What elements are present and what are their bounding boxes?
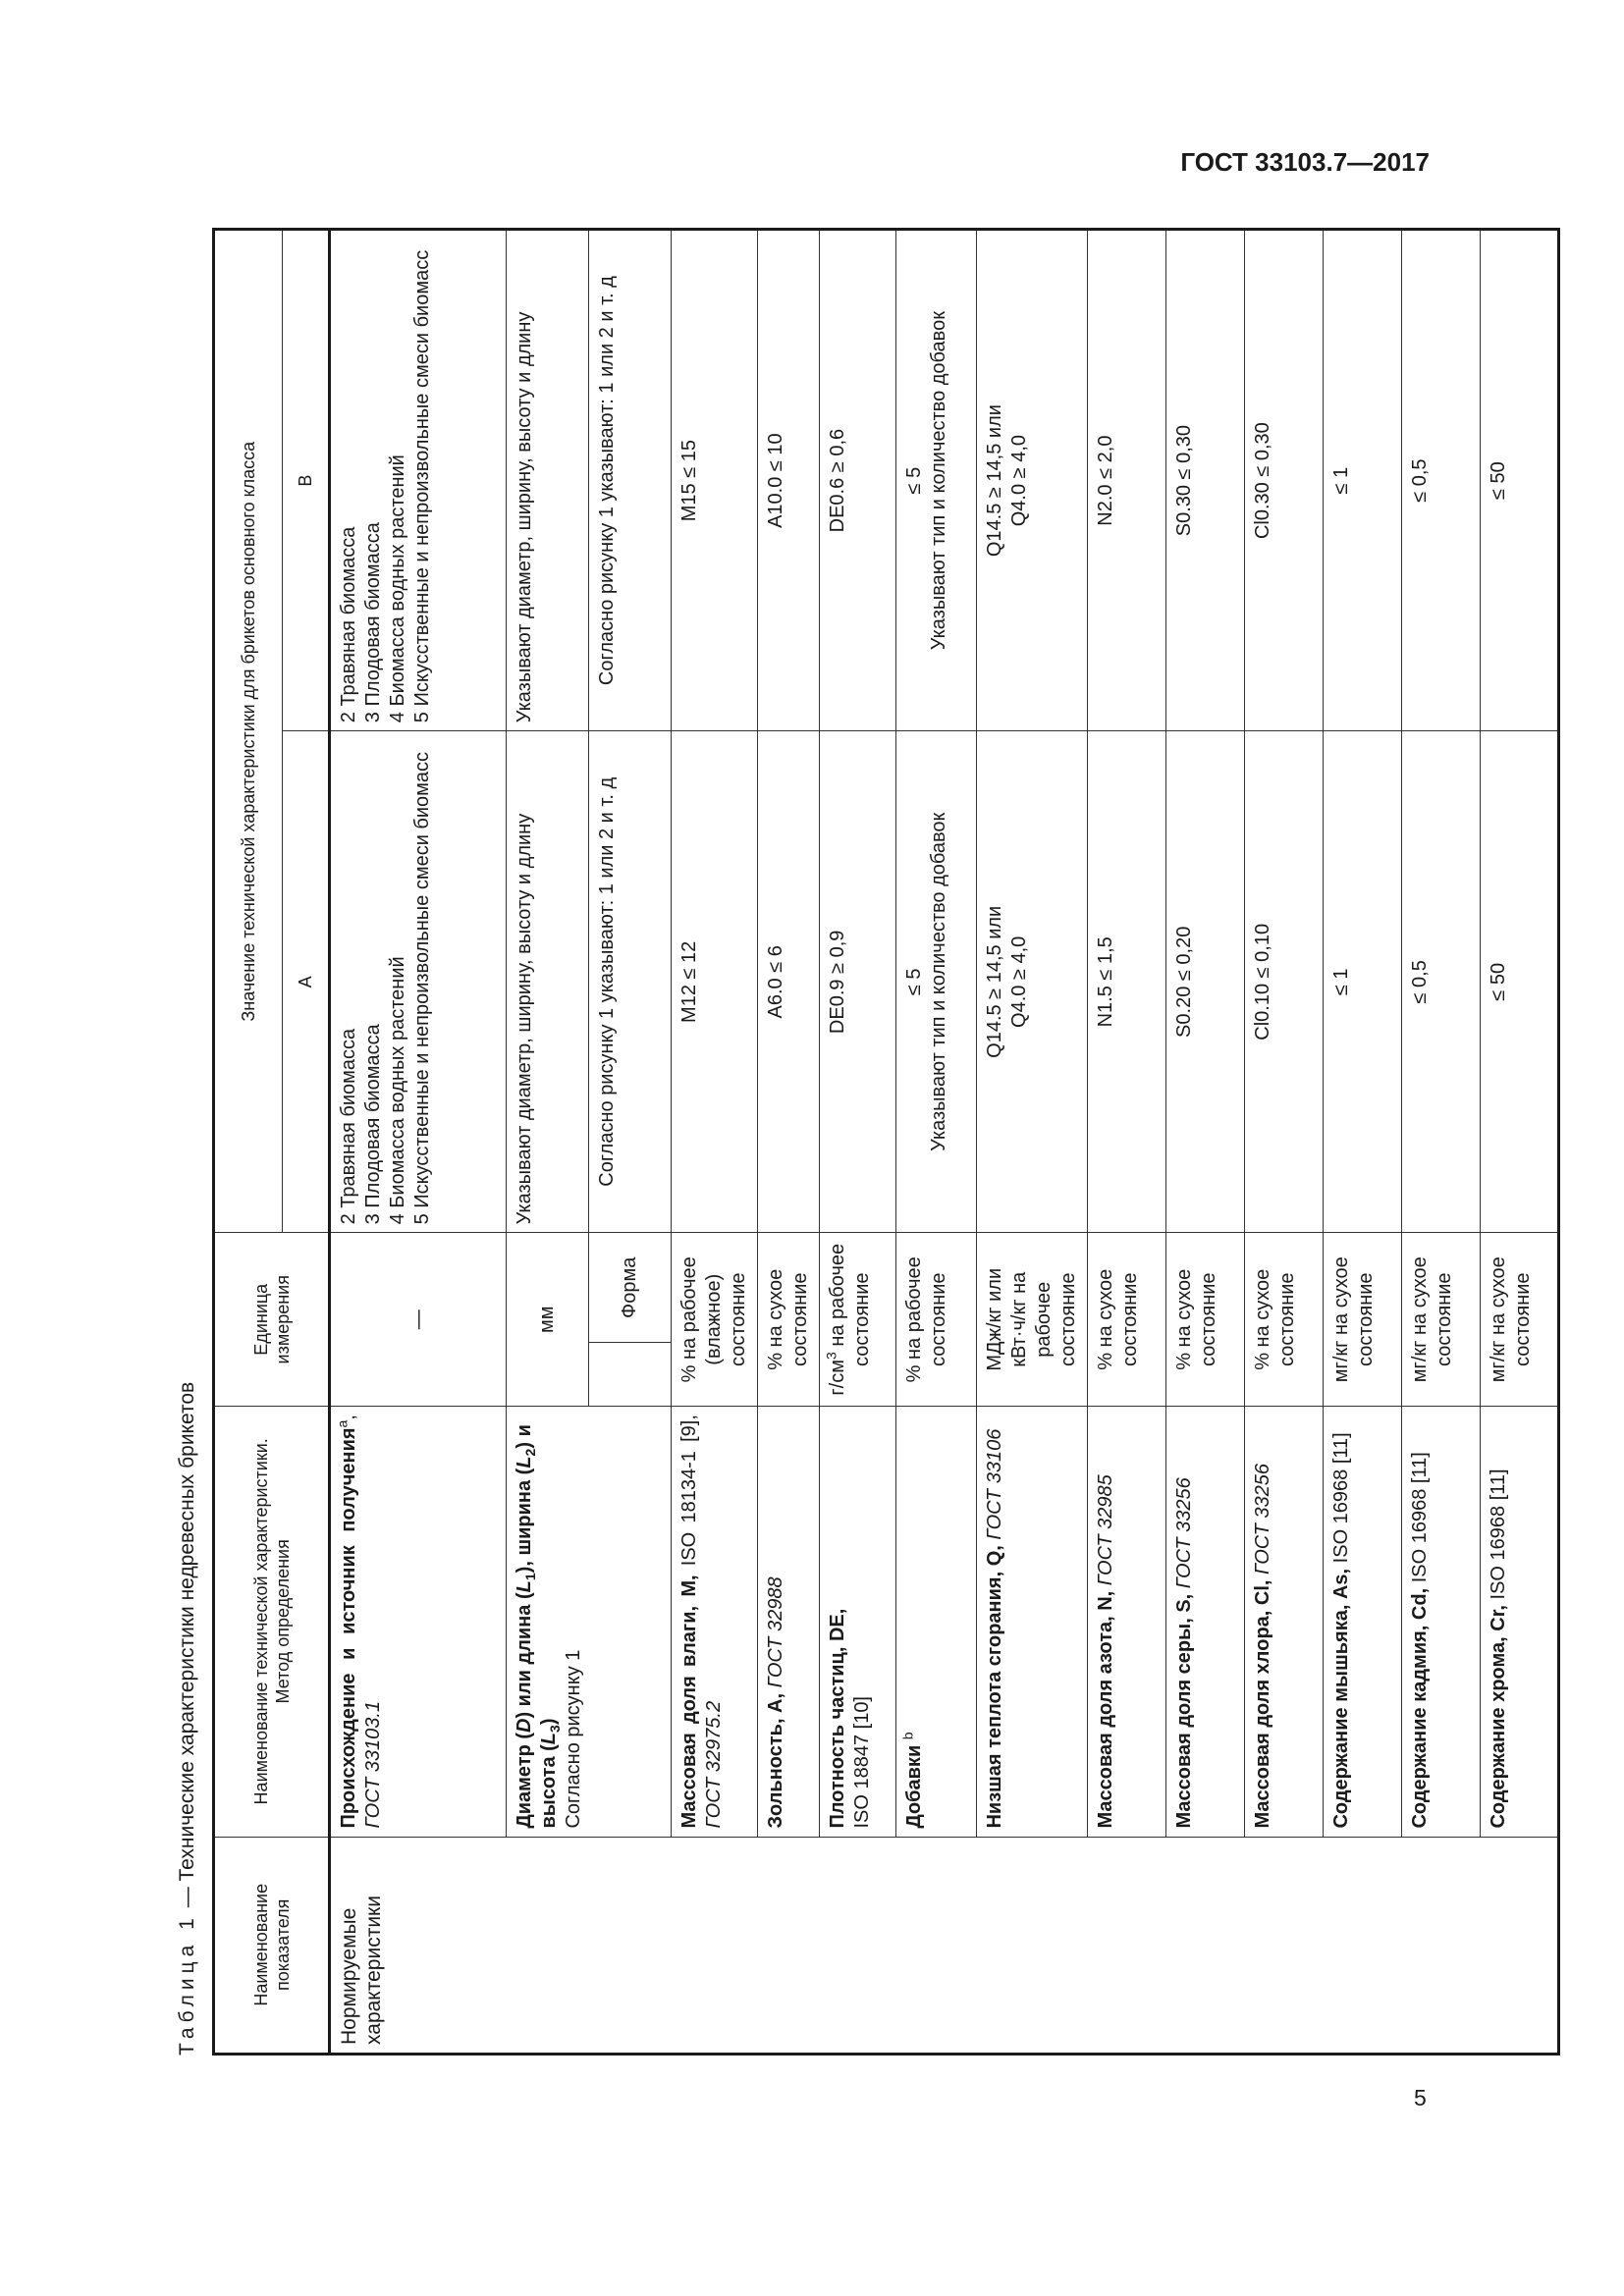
nitrogen-class-b: N2.0 ≤ 2,0 [1088, 230, 1166, 731]
moisture-unit: % на рабочее (влажное) состояние [672, 1233, 758, 1407]
calorific-class-a: Q14.5 ≥ 14,5 или Q4.0 ≥ 4,0 [977, 731, 1088, 1233]
density-class-a: DE0.9 ≥ 0,9 [820, 731, 896, 1233]
table-caption [163, 228, 212, 2056]
sulfur-name: Массовая доля серы, S, ГОСТ 33256 [1166, 1407, 1245, 1837]
group-label: Нормируемые характеристики [330, 1837, 1559, 2054]
arsenic-name: Содержание мышьяка, As, ISO 16968 [11] [1324, 1407, 1402, 1837]
chromium-unit: мг/кг на сухое состояние [1481, 1233, 1559, 1407]
chlorine-class-b: Cl0.30 ≤ 0,30 [1245, 230, 1324, 731]
shape-class-a: Согласно рисунку 1 указывают: 1 или 2 и т. д [589, 731, 672, 1233]
ash-class-a: A6.0 ≤ 6 [758, 731, 820, 1233]
origin-class-b: 2 Травяная биомасса 3 Плодовая биомасса 4 Биомасса водных растений 5 Искусственные и непроизвольные смеси биомасс [330, 230, 507, 731]
cadmium-class-b: ≤ 0,5 [1402, 230, 1481, 731]
ash-name: Зольность, А, ГОСТ 32988 [758, 1407, 820, 1837]
moisture-class-b: M15 ≤ 15 [672, 230, 758, 731]
calorific-unit: МДж/кг или кВт·ч/кг на рабочее состояние [977, 1233, 1088, 1407]
table-row [1245, 230, 1324, 2055]
origin-unit: — [330, 1233, 507, 1407]
caption-label: Таблица 1 [176, 1913, 198, 2056]
chlorine-class-a: Cl0.10 ≤ 0,10 [1245, 731, 1324, 1233]
additives-unit: % на рабочее состояние [896, 1233, 977, 1407]
chromium-class-a: ≤ 50 [1481, 731, 1559, 1233]
shape-unit: Форма [589, 1233, 672, 1343]
arsenic-class-a: ≤ 1 [1324, 731, 1402, 1233]
table-row [820, 230, 896, 2055]
moisture-name: Массовая доля влаги, М, ISO 18134-1 [9], ГОСТ 32975.2 [672, 1407, 758, 1837]
table-row [1402, 230, 1481, 2055]
chromium-name: Содержание хрома, Cr, ISO 16968 [11] [1481, 1407, 1559, 1837]
table-row [1166, 230, 1245, 2055]
dimensions-name: Диаметр (D) или длина $(L_1)$, ширина $(L_2)$ и высота $(L_3)$ Согласно рисунку 1 [507, 1407, 672, 1837]
cadmium-class-a: ≤ 0,5 [1402, 731, 1481, 1233]
caption-text: — Технические характеристики недревесных брикетов [176, 1381, 198, 1914]
document-id: ГОСТ 33103.7—2017 [1180, 147, 1430, 177]
shape-class-b: Согласно рисунку 1 указывают: 1 или 2 и т. д [589, 230, 672, 731]
additives-class-b: ≤ 5 Указывают тип и количество добавок [896, 230, 977, 731]
col-class-b-header: В [283, 230, 330, 731]
rotated-table-area [163, 228, 1534, 2056]
nitrogen-name: Массовая доля азота, N, ГОСТ 32985 [1088, 1407, 1166, 1837]
sulfur-unit: % на сухое состояние [1166, 1233, 1245, 1407]
density-unit: $г/см^3$ на рабочее состояние [820, 1233, 896, 1407]
ash-unit: % на сухое состояние [758, 1233, 820, 1407]
ash-class-b: A10.0 ≤ 10 [758, 230, 820, 731]
density-class-b: DE0.6 ≥ 0,6 [820, 230, 896, 731]
col-values-header: Значение технической характеристики для брикетов основного класса [214, 230, 283, 1233]
table-row [672, 230, 758, 2055]
moisture-class-a: M12 ≤ 12 [672, 731, 758, 1233]
characteristics-table [212, 228, 1560, 2056]
chlorine-name: Массовая доля хлора, Cl, ГОСТ 33256 [1245, 1407, 1324, 1837]
col-unit-header: Единица измерения [214, 1233, 330, 1407]
chromium-class-b: ≤ 50 [1481, 230, 1559, 731]
table-row [758, 230, 820, 2055]
table-row [507, 230, 589, 2055]
table-row [330, 230, 507, 2055]
table-row [1481, 230, 1559, 2055]
table-row [896, 230, 977, 2055]
sulfur-class-a: S0.20 ≤ 0,20 [1166, 731, 1245, 1233]
col-class-a-header: А [283, 731, 330, 1233]
nitrogen-unit: % на сухое состояние [1088, 1233, 1166, 1407]
col-characteristic-header: Наименование технической характеристики. Метод определения [214, 1407, 330, 1837]
additives-class-a: ≤ 5 Указывают тип и количество добавок [896, 731, 977, 1233]
dimensions-class-b: Указывают диаметр, ширину, высоту и длину [507, 230, 589, 731]
dimensions-class-a: Указывают диаметр, ширину, высоту и длину [507, 731, 589, 1233]
arsenic-class-b: ≤ 1 [1324, 230, 1402, 731]
cadmium-name: Содержание кадмия, Cd, ISO 16968 [11] [1402, 1407, 1481, 1837]
calorific-name: Низшая теплота сгорания, Q, ГОСТ 33106 [977, 1407, 1088, 1837]
nitrogen-class-a: N1.5 ≤ 1,5 [1088, 731, 1166, 1233]
table-row [1324, 230, 1402, 2055]
sulfur-class-b: S0.30 ≤ 0,30 [1166, 230, 1245, 731]
page-number: 5 [1414, 2085, 1427, 2110]
arsenic-unit: мг/кг на сухое состояние [1324, 1233, 1402, 1407]
cadmium-unit: мг/кг на сухое состояние [1402, 1233, 1481, 1407]
dimensions-unit: мм [507, 1233, 589, 1407]
calorific-class-b: Q14.5 ≥ 14,5 или Q4.0 ≥ 4,0 [977, 230, 1088, 731]
table-row [977, 230, 1088, 2055]
additives-name: Добавки $^b$ [896, 1407, 977, 1837]
table-row [1088, 230, 1166, 2055]
origin-class-a: 2 Травяная биомасса 3 Плодовая биомасса 4 Биомасса водных растений 5 Искусственные и непроизвольные смеси биомасс [330, 731, 507, 1233]
density-name: Плотность частиц, DE, ISO 18847 [10] [820, 1407, 896, 1837]
col-indicator-header: Наименование показателя [214, 1837, 330, 2054]
origin-name: Происхождение и источник получения$^а$, ГОСТ 33103.1 [330, 1407, 507, 1837]
chlorine-unit: % на сухое состояние [1245, 1233, 1324, 1407]
